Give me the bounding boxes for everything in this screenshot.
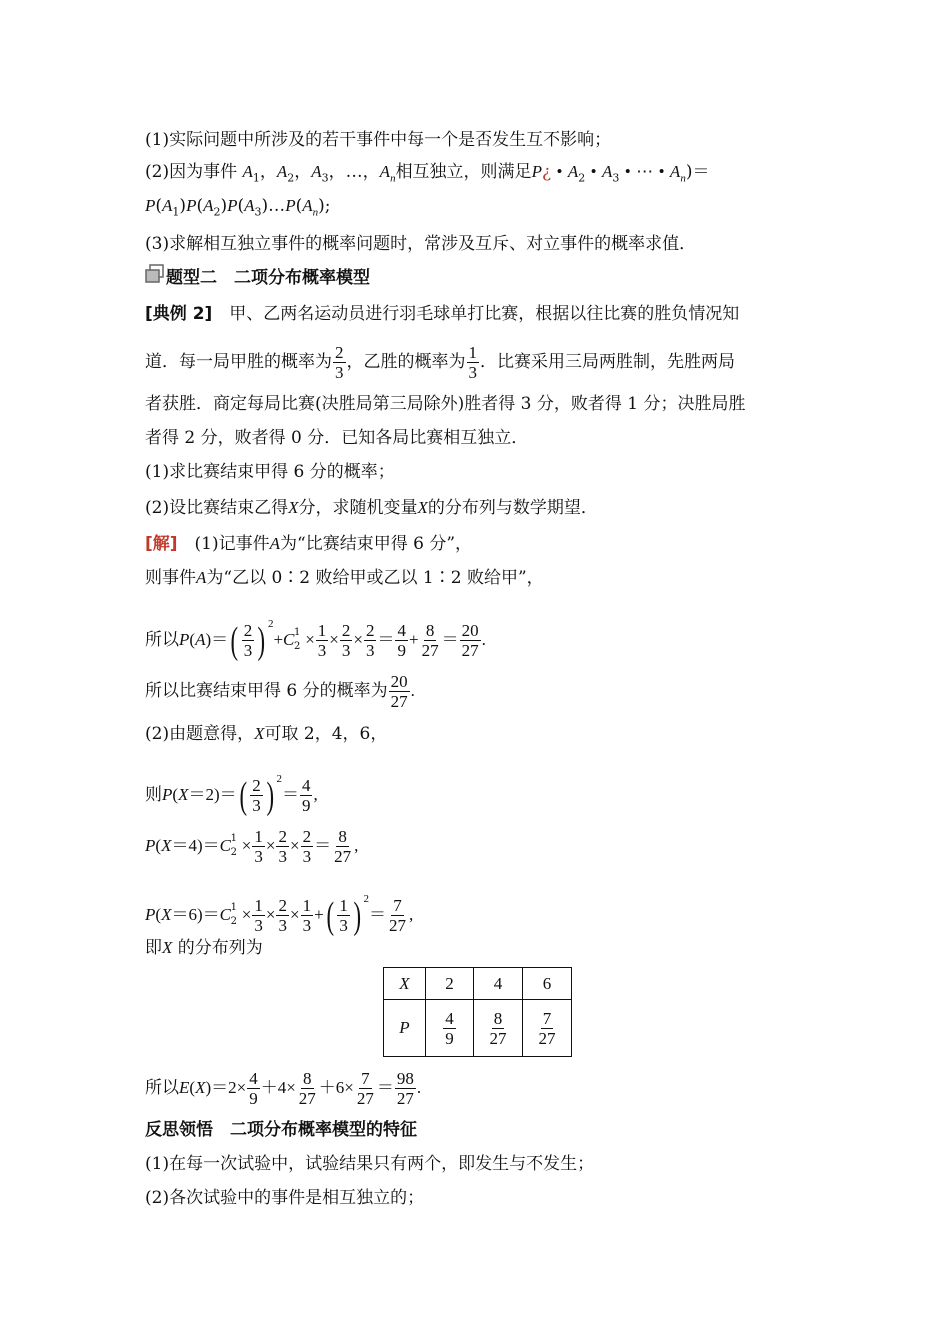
text-line: 者获胜．商定每局比赛(决胜局第三局除外)胜者得 3 分，败者得 1 分；决胜局胜 xyxy=(145,394,746,414)
text-line: (2)由题意得，X可取 2，4，6， xyxy=(145,724,388,744)
text-span: P xyxy=(531,162,542,181)
text-span: 所以 xyxy=(145,630,179,650)
garbled-glyph: ¿ xyxy=(541,162,552,182)
text-span: (2)设比赛结束乙得 xyxy=(145,498,289,518)
text-line: 道．每一局甲胜的概率为 $\frac{2}{3}$ ，乙胜的概率为 $\frac{1}{3}$ ．比赛采用三局两胜制，先胜两局 xyxy=(145,343,735,382)
table-cell: 4 xyxy=(474,968,523,1000)
formula-line: P(X＝4)＝C 1 2 × $\frac{1}{3}$ × $\frac{2}{3}$ × $\frac{2}{3}$ ＝ $\frac{8}{27}$ , xyxy=(145,827,359,866)
text-span: 可取 2，4，6， xyxy=(264,724,388,744)
distribution-table xyxy=(383,967,572,1057)
text-span: ，乙胜的概率为 xyxy=(346,352,466,372)
text-span: 即 xyxy=(145,938,162,958)
table-row xyxy=(384,968,572,1000)
text-line: (2)设比赛结束乙得X分，求随机变量X的分布列与数学期望． xyxy=(145,498,598,518)
text-line: (2)因为事件 $A_1$，$A_2$，$A_3$，…，$A_n$相互独立，则满足P¿ • $A_2$ • $A_3$ • ⋯ • $A_n)=$ xyxy=(145,162,710,185)
reflection-title: 反思领悟 二项分布概率模型的特征 xyxy=(145,1120,417,1140)
table-cell: P xyxy=(384,1000,426,1057)
table-row xyxy=(384,1000,572,1057)
text-line: 者得 2 分，败者得 0 分．已知各局比赛相互独立． xyxy=(145,428,529,448)
table-cell: 6 xyxy=(523,968,572,1000)
table-cell xyxy=(474,1000,523,1057)
text-line: 即X 的分布列为 xyxy=(145,938,263,958)
text-line: (1)求比赛结束甲得 6 分的概率； xyxy=(145,462,395,482)
text-span: (2)由题意得， xyxy=(145,724,255,744)
text-span: 所以 xyxy=(145,1078,179,1098)
solution-tag: [解] xyxy=(145,534,178,554)
formula-line: P(X＝6)＝C 1 2 × $\frac{1}{3}$ × $\frac{2}{3}$ × $\frac{1}{3}$ +( $\frac{1}{3}$ ) $^2$＝ $\frac{7}{27}$ , xyxy=(145,893,414,937)
text-span: 分，求随机变量 xyxy=(298,498,418,518)
text-span: 相互独立，则满足 xyxy=(395,162,532,182)
formula-line: 则P(X＝2)＝( $\frac{2}{3}$ ) $^2$＝ $\frac{4}{9}$ , xyxy=(145,773,318,817)
formula-line: $P(A_1)P(A_2)P(A_3)\dots P(A_n)$; xyxy=(145,196,331,219)
text-line: 所以比赛结束甲得 6 分的概率为 $\frac{20}{27}$ . xyxy=(145,672,415,711)
text-line: (3)求解相互独立事件的概率问题时，常涉及互斥、对立事件的概率求值． xyxy=(145,234,697,254)
prob-den: 27 xyxy=(489,1028,507,1048)
prob-num: 8 xyxy=(493,1008,503,1028)
text-line: [解] (1)记事件A为“比赛结束甲得 6 分”， xyxy=(145,534,473,554)
text-span: 的分布列与数学期望． xyxy=(427,498,598,518)
text-span: 为“乙以 0∶2 败给甲或乙以 1∶2 败给甲”， xyxy=(206,568,544,588)
formula-line: 所以E(X)＝2× $\frac{4}{9}$ ＋4× $\frac{8}{27}$ ＋6× $\frac{7}{27}$ ＝ $\frac{98}{27}$ . xyxy=(145,1069,422,1108)
text-line xyxy=(145,302,739,326)
prob-num: 4 xyxy=(445,1008,454,1028)
table-cell: X xyxy=(384,968,426,1000)
prob-num: 7 xyxy=(542,1008,552,1028)
text-span: 所以比赛结束甲得 6 分的概率为 xyxy=(145,681,388,701)
table-cell xyxy=(523,1000,572,1057)
prob-den: 27 xyxy=(538,1028,556,1048)
section-icon xyxy=(145,264,165,284)
table-cell: 2 xyxy=(426,968,474,1000)
text-span: ．比赛采用三局两胜制，先胜两局 xyxy=(480,352,735,372)
text-line: (1)实际问题中所涉及的若干事件中每一个是否发生互不影响； xyxy=(145,130,612,150)
formula-line: 所以P(A)＝( $\frac{2}{3}$ ) $^2$+C 1 2 × $\frac{1}{3}$ × $\frac{2}{3}$ × $\frac{2}{3}$ ＝ $\frac{4}{9}$ + $\frac{8}{27}$ ＝ $\frac{20}{27}$ . xyxy=(145,618,486,662)
text-span: 甲、乙两名运动员进行羽毛球单打比赛，根据以往比赛的胜负情况知 xyxy=(212,304,740,324)
text-line: (1)在每一次试验中，试验结果只有两个，即发生与不发生； xyxy=(145,1154,595,1174)
example-tag: [典例 2] xyxy=(145,304,213,324)
text-span: (2)因为事件 xyxy=(145,162,238,182)
section-title: 题型二 二项分布概率模型 xyxy=(166,268,370,288)
text-span: (1)记事件 xyxy=(177,534,270,554)
text-span: 则 xyxy=(145,785,162,805)
prob-den: 9 xyxy=(445,1028,454,1048)
text-line: (2)各次试验中的事件是相互独立的； xyxy=(145,1188,425,1208)
text-span: 为“比赛结束甲得 6 分”， xyxy=(280,534,473,554)
text-span: 道．每一局甲胜的概率为 xyxy=(145,352,332,372)
text-line: 则事件A为“乙以 0∶2 败给甲或乙以 1∶2 败给甲”， xyxy=(145,568,544,588)
table-cell xyxy=(426,1000,474,1057)
text-span: 则事件 xyxy=(145,568,196,588)
text-span: 的分布列为 xyxy=(177,938,263,958)
